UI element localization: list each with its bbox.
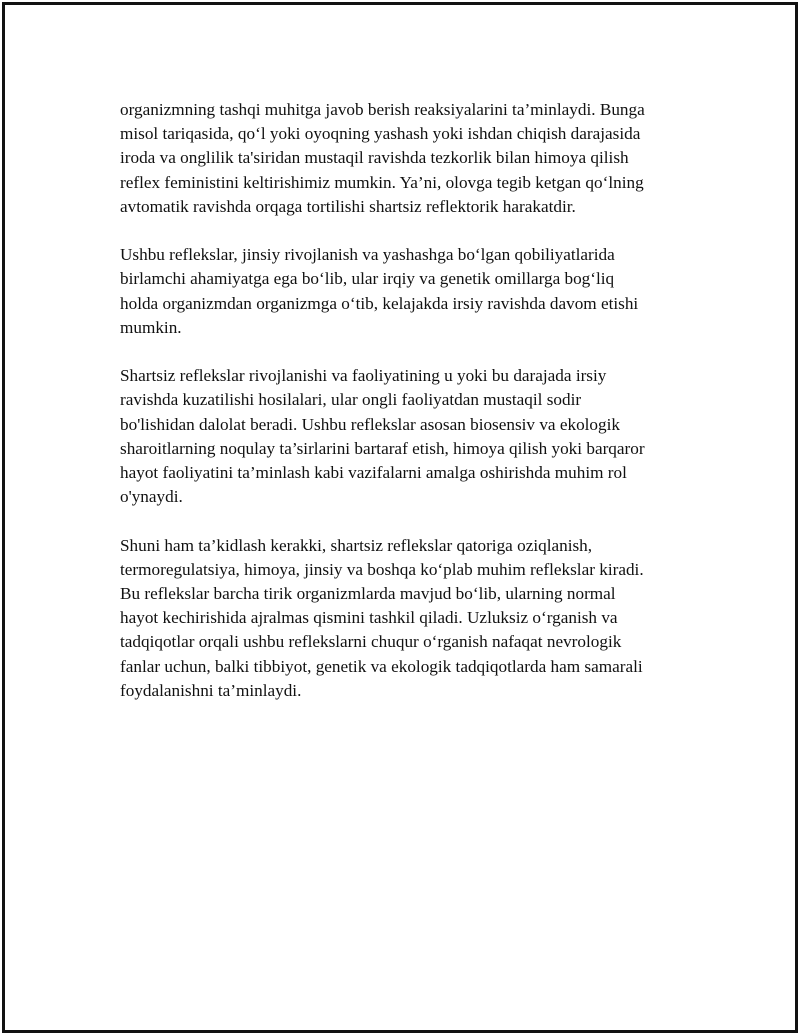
text-line: Shuni ham ta’kidlash kerakki, shartsiz reflekslar qatoriga oziqlanish, <box>120 535 593 555</box>
text-line: bo'lishidan dalolat beradi. Ushbu reflekslar asosan biosensiv va ekologik <box>120 414 620 434</box>
text-line: hayot kechirishida ajralmas qismini tashkil qiladi. Uzluksiz o‘rganish va <box>120 608 618 628</box>
text-line: Shartsiz reflekslar rivojlanishi va faoliyatining u yoki bu darajada irsiy <box>120 366 607 386</box>
document-body <box>120 98 692 727</box>
text-line: sharoitlarning noqulay ta’sirlarini bartaraf etish, himoya qilish yoki barqaror <box>120 438 645 458</box>
text-line: tadqiqotlar orqali ushbu reflekslarni chuqur o‘rganish nafaqat nevrologik <box>120 632 622 652</box>
text-line: Ushbu reflekslar, jinsiy rivojlanish va yashashga bo‘lgan qobiliyatlarida <box>120 245 615 265</box>
text-line: organizmning tashqi muhitga javob berish reaksiyalarini ta’minlaydi. Bunga <box>120 100 645 119</box>
text-line: mumkin. <box>120 317 182 337</box>
text-line: reflex feministini keltirishimiz mumkin. Ya’ni, olovga tegib ketgan qo‘lning <box>120 172 644 192</box>
text-line: holda organizmdan organizmga o‘tib, kelajakda irsiy ravishda davom etishi <box>120 293 639 313</box>
text-line: foydalanishni ta’minlaydi. <box>120 680 302 700</box>
text-line: iroda va onglilik ta'siridan mustaqil ravishda tezkorlik bilan himoya qilish <box>120 148 629 168</box>
text-line: avtomatik ravishda orqaga tortilishi shartsiz reflektorik harakatdir. <box>120 196 576 216</box>
paragraph-4 <box>120 534 692 703</box>
paragraph-3 <box>120 364 692 509</box>
paragraph-1 <box>120 98 692 219</box>
paragraph-2 <box>120 243 692 340</box>
text-line: birlamchi ahamiyatga ega bo‘lib, ular irqiy va genetik omillarga bog‘liq <box>120 269 615 289</box>
document-page <box>2 2 798 1033</box>
text-line: hayot faoliyatini ta’minlash kabi vazifalarni amalga oshirishda muhim rol <box>120 463 627 483</box>
text-line: fanlar uchun, balki tibbiyot, genetik va ekologik tadqiqotlarda ham samarali <box>120 656 643 676</box>
text-line: termoregulatsiya, himoya, jinsiy va boshqa ko‘plab muhim reflekslar kiradi. <box>120 559 644 579</box>
text-line: ravishda kuzatilishi hosilalari, ular ongli faoliyatdan mustaqil sodir <box>120 390 582 410</box>
text-line: Bu reflekslar barcha tirik organizmlarda mavjud bo‘lib, ularning normal <box>120 584 616 604</box>
text-line: o'ynaydi. <box>120 487 183 507</box>
text-line: misol tariqasida, qo‘l yoki oyoqning yashash yoki ishdan chiqish darajasida <box>120 124 641 144</box>
